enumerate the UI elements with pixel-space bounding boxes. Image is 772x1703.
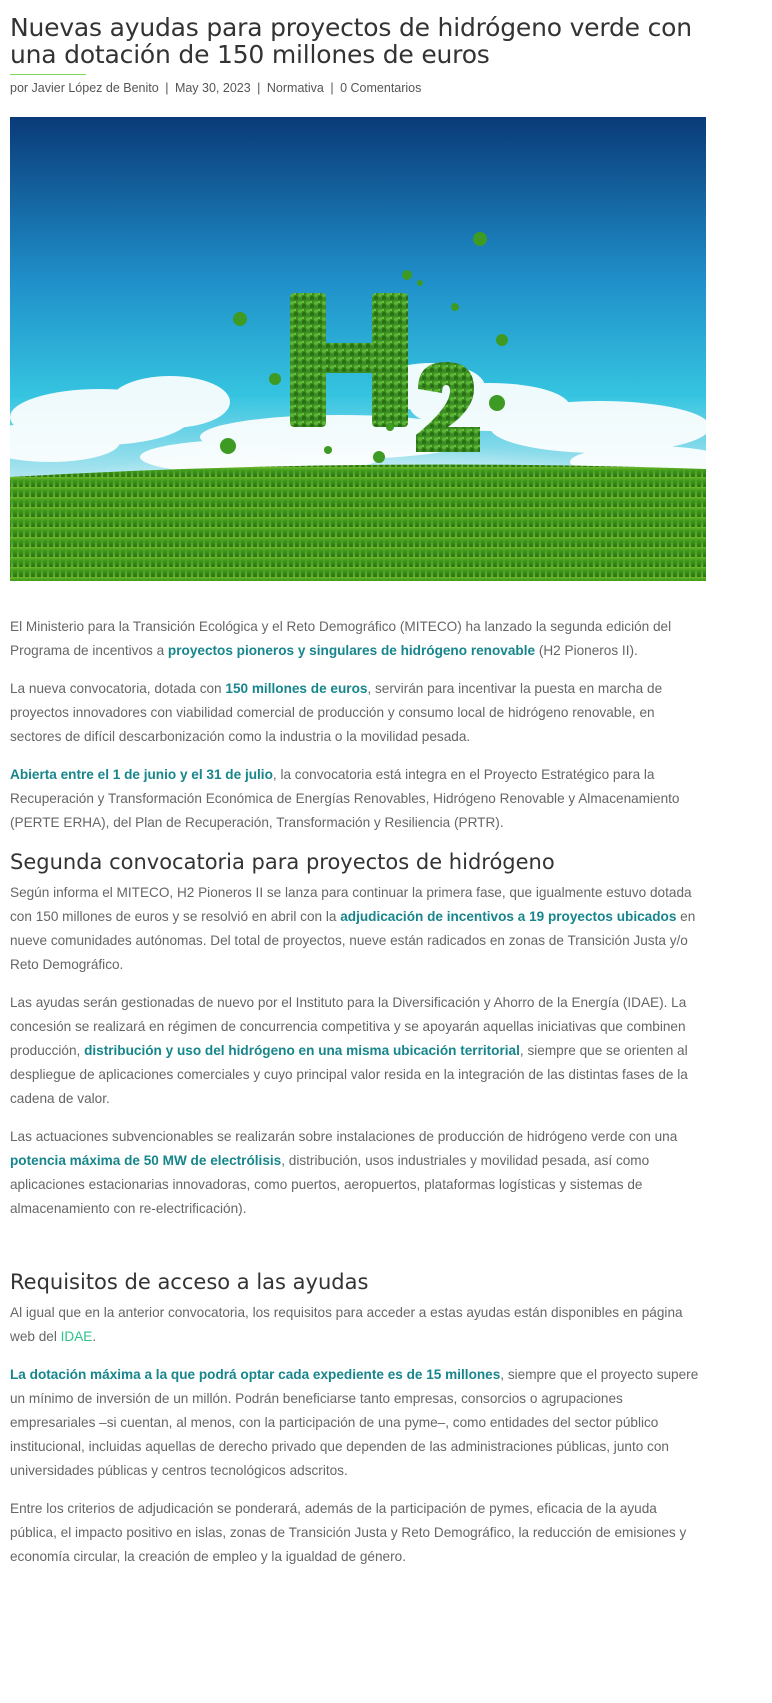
paragraph: [10, 677, 706, 749]
paragraph: [10, 1363, 706, 1483]
text: Al igual que en la anterior convocatoria, los requisitos para acceder a estas ayudas están disponibles en página web del: [10, 1305, 683, 1344]
highlight-link[interactable]: adjudicación de incentivos a 19 proyectos ubicados: [340, 909, 677, 924]
category-link[interactable]: Normativa: [266, 81, 324, 95]
text: , distribución, usos industriales y movilidad pesada, así como aplicaciones estacionarias innovadoras, como puertos, aeropuertos, plataformas logísticas y sistemas de almacenamiento con re-electrificación).: [10, 1153, 650, 1216]
highlight-text: La dotación máxima a la que podrá optar cada expediente es de 15 millones: [10, 1367, 501, 1382]
text: en nueve comunidades autónomas. Del total de proyectos, nueve están radicados en zonas de Transición Justa y/o Reto Demográfico.: [10, 909, 696, 972]
paragraph: [10, 1497, 706, 1569]
title-underline: [10, 74, 86, 75]
post-meta: [10, 79, 706, 97]
highlight-text: potencia máxima de 50 MW de electrólisis: [10, 1153, 282, 1168]
text: , siempre que el proyecto supere un mínimo de inversión de un millón. Podrán beneficiarse tanto empresas, consorcios o agrupaciones empresariales –si cuentan, al menos, con la participación de una pyme–, como entidades del sector público institucional, incluidas aquellas de derecho privado que dependen de las administraciones públicas, junto con universidades públicas y centros tecnológicos adscritos.: [10, 1367, 699, 1478]
text: , la convocatoria está integra en el Proyecto Estratégico para la Recuperación y Transformación Económica de Energías Renovables, Hidrógeno Renovable y Almacenamiento (PERTE ERHA), del Plan de Recuperación, Transformación y Resiliencia (PRTR).: [10, 767, 680, 830]
paragraph: [10, 615, 706, 663]
text: , servirán para incentivar la puesta en marcha de proyectos innovadores con viabilidad comercial de producción y consumo local de hidrógeno renovable, en sectores de difícil descarbonización como la industria o la movilidad pesada.: [10, 681, 663, 744]
section-heading: Requisitos de acceso a las ayudas: [10, 1270, 369, 1294]
paragraph: [10, 1125, 706, 1221]
text: Según informa el MITECO, H2 Pioneros II se lanza para continuar la primera fase, que igualmente estuvo dotada con 150 millones de euros y se resolvió en abril con la: [10, 885, 692, 924]
text: Las actuaciones subvencionables se realizarán sobre instalaciones de producción de hidrógeno verde con una: [10, 1129, 678, 1144]
hero-illustration: [10, 117, 706, 581]
text: Las ayudas serán gestionadas de nuevo por el Instituto para la Diversificación y Ahorro de la Energía (IDAE). La concesión se realizará en régimen de concurrencia competitiva y se apoyarán aquellas iniciativas que combinen producción,: [10, 995, 687, 1058]
highlight-text: 150 millones de euros: [225, 681, 368, 696]
article-body: [10, 615, 706, 1569]
grass-field: [10, 465, 706, 582]
article: [0, 14, 716, 1569]
paragraph: [10, 991, 706, 1111]
text: La nueva convocatoria, dotada con: [10, 681, 226, 696]
highlight-text: Abierta entre el 1 de junio y el 31 de julio: [10, 767, 273, 782]
text: , siempre que se orienten al despliegue de aplicaciones comerciales y cuyo principal valor resida en la integración de las distintas fases de la cadena de valor.: [10, 1043, 688, 1106]
post-date: May 30, 2023: [174, 81, 251, 95]
author-link[interactable]: por Javier López de Benito: [10, 81, 159, 95]
text: El Ministerio para la Transición Ecológica y el Reto Demográfico (MITECO) ha lanzado la segunda edición del Programa de incentivos a: [10, 619, 672, 658]
text: Entre los criterios de adjudicación se ponderará, además de la participación de pymes, eficacia de la ayuda pública, el impacto positivo en islas, zonas de Transición Justa y Reto Demográfico, la reducción de emisiones y economía circular, la creación de empleo y la igualdad de género.: [10, 1501, 687, 1564]
hero-image: [10, 117, 706, 581]
article-title: Nuevas ayudas para proyectos de hidrógeno verde con una dotación de 150 millones de euros: [10, 13, 692, 69]
paragraph: [10, 763, 706, 835]
idae-link[interactable]: IDAE: [60, 1329, 93, 1344]
paragraph: [10, 1301, 706, 1349]
meta-separator: |: [165, 81, 169, 95]
text: (H2 Pioneros II).: [535, 643, 638, 658]
text: .: [92, 1329, 97, 1344]
section-heading: Segunda convocatoria para proyectos de hidrógeno: [10, 850, 555, 874]
meta-separator: |: [257, 81, 261, 95]
highlight-text: distribución y uso del hidrógeno en una misma ubicación territorial: [84, 1043, 520, 1058]
highlight-link[interactable]: proyectos pioneros y singulares de hidrógeno renovable: [167, 643, 536, 658]
paragraph: [10, 881, 706, 977]
meta-separator: |: [330, 81, 334, 95]
comments-link[interactable]: 0 Comentarios: [340, 81, 422, 95]
